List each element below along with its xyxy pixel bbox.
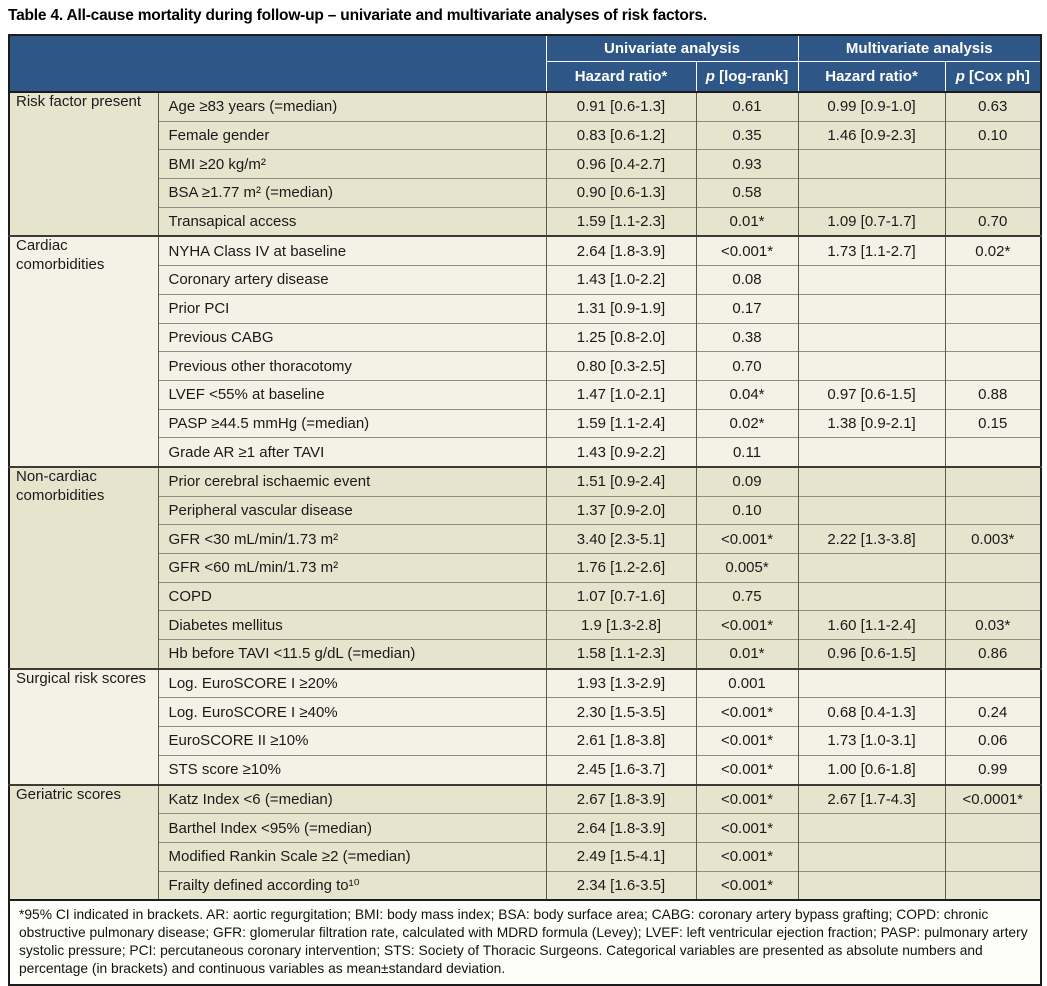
uni-p-cell: 0.04*: [696, 380, 798, 409]
multi-p-cell: 0.10: [945, 121, 1041, 150]
uni-hr-cell: 1.93 [1.3-2.9]: [546, 669, 696, 698]
uni-p-cell: 0.005*: [696, 554, 798, 583]
table-row: [9, 582, 1041, 611]
table-header: [9, 35, 1041, 92]
uni-hr-cell: 1.07 [0.7-1.6]: [546, 582, 696, 611]
table-row: [9, 438, 1041, 467]
header-label: [Cox ph]: [964, 68, 1030, 85]
table-row: [9, 323, 1041, 352]
header-label: Hazard ratio*: [825, 68, 918, 85]
uni-p-cell: <0.001*: [696, 814, 798, 843]
multi-p-cell: [945, 669, 1041, 698]
risk-factor-cell: Peripheral vascular disease: [158, 496, 546, 525]
multi-p-cell: [945, 323, 1041, 352]
risk-factor-cell: Transapical access: [158, 207, 546, 236]
multi-hr-cell: [798, 294, 945, 323]
uni-hr-cell: 1.9 [1.3-2.8]: [546, 611, 696, 640]
table-row: [9, 755, 1041, 784]
uni-hr-cell: 0.96 [0.4-2.7]: [546, 150, 696, 179]
table-row: [9, 294, 1041, 323]
multi-hr-cell: [798, 496, 945, 525]
table-row: [9, 266, 1041, 295]
uni-hr-cell: 1.47 [1.0-2.1]: [546, 380, 696, 409]
section-label: Cardiac comorbidities: [9, 236, 158, 467]
header-uni-p-logrank: [696, 62, 798, 93]
uni-p-cell: 0.93: [696, 150, 798, 179]
uni-p-cell: 0.58: [696, 179, 798, 208]
multi-p-cell: [945, 496, 1041, 525]
uni-hr-cell: 2.45 [1.6-3.7]: [546, 755, 696, 784]
table-row: [9, 842, 1041, 871]
multi-p-cell: 0.06: [945, 727, 1041, 756]
risk-factor-cell: Previous other thoracotomy: [158, 352, 546, 381]
uni-p-cell: 0.75: [696, 582, 798, 611]
header-multi-hazard-ratio: [798, 62, 945, 93]
multi-p-cell: 0.86: [945, 640, 1041, 669]
multi-hr-cell: [798, 323, 945, 352]
p-symbol: p: [955, 68, 965, 85]
multi-hr-cell: 2.67 [1.7-4.3]: [798, 785, 945, 814]
uni-hr-cell: 2.61 [1.8-3.8]: [546, 727, 696, 756]
multi-hr-cell: 2.22 [1.3-3.8]: [798, 525, 945, 554]
multi-p-cell: [945, 582, 1041, 611]
uni-hr-cell: 1.31 [0.9-1.9]: [546, 294, 696, 323]
table-row: [9, 92, 1041, 121]
table-row: [9, 207, 1041, 236]
multi-hr-cell: 1.09 [0.7-1.7]: [798, 207, 945, 236]
uni-hr-cell: 1.76 [1.2-2.6]: [546, 554, 696, 583]
table-row: [9, 871, 1041, 900]
multi-p-cell: [945, 554, 1041, 583]
section-surgical-risk-scores: [9, 669, 1041, 785]
uni-hr-cell: 2.49 [1.5-4.1]: [546, 842, 696, 871]
risk-factor-cell: COPD: [158, 582, 546, 611]
uni-hr-cell: 3.40 [2.3-5.1]: [546, 525, 696, 554]
table-row: [9, 640, 1041, 669]
multi-p-cell: [945, 871, 1041, 900]
table-row: [9, 727, 1041, 756]
table-row: [9, 179, 1041, 208]
table-row: [9, 496, 1041, 525]
risk-factor-cell: Age ≥83 years (=median): [158, 92, 546, 121]
multi-hr-cell: 1.46 [0.9-2.3]: [798, 121, 945, 150]
risk-factor-cell: Modified Rankin Scale ≥2 (=median): [158, 842, 546, 871]
table-row: [9, 352, 1041, 381]
risk-factor-cell: Log. EuroSCORE I ≥20%: [158, 669, 546, 698]
table-row: [9, 669, 1041, 698]
uni-hr-cell: 0.91 [0.6-1.3]: [546, 92, 696, 121]
multi-p-cell: 0.63: [945, 92, 1041, 121]
mortality-table: [8, 34, 1042, 986]
risk-factor-cell: Diabetes mellitus: [158, 611, 546, 640]
uni-p-cell: 0.01*: [696, 207, 798, 236]
section-label: Surgical risk scores: [9, 669, 158, 785]
uni-p-cell: <0.001*: [696, 525, 798, 554]
multi-hr-cell: [798, 842, 945, 871]
risk-factor-cell: Grade AR ≥1 after TAVI: [158, 438, 546, 467]
uni-p-cell: 0.38: [696, 323, 798, 352]
multi-p-cell: [945, 352, 1041, 381]
section-non-cardiac-comorbidities: [9, 467, 1041, 669]
multi-p-cell: 0.02*: [945, 236, 1041, 265]
multi-p-cell: [945, 294, 1041, 323]
uni-p-cell: <0.001*: [696, 871, 798, 900]
risk-factor-cell: GFR <30 mL/min/1.73 m²: [158, 525, 546, 554]
uni-hr-cell: 0.80 [0.3-2.5]: [546, 352, 696, 381]
risk-factor-cell: NYHA Class IV at baseline: [158, 236, 546, 265]
section-risk-factor-present: [9, 92, 1041, 236]
multi-p-cell: [945, 438, 1041, 467]
uni-p-cell: 0.09: [696, 467, 798, 496]
uni-hr-cell: 1.59 [1.1-2.4]: [546, 409, 696, 438]
multi-p-cell: [945, 814, 1041, 843]
table-row: [9, 814, 1041, 843]
uni-p-cell: 0.08: [696, 266, 798, 295]
uni-p-cell: <0.001*: [696, 727, 798, 756]
risk-factor-cell: GFR <60 mL/min/1.73 m²: [158, 554, 546, 583]
uni-hr-cell: 1.51 [0.9-2.4]: [546, 467, 696, 496]
header-multivariate: Multivariate analysis: [798, 35, 1041, 62]
risk-factor-cell: EuroSCORE II ≥10%: [158, 727, 546, 756]
multi-p-cell: 0.70: [945, 207, 1041, 236]
uni-hr-cell: 2.64 [1.8-3.9]: [546, 236, 696, 265]
p-symbol: p: [705, 68, 715, 85]
table-row: [9, 611, 1041, 640]
header-corner-cell: [9, 35, 546, 92]
multi-p-cell: 0.99: [945, 755, 1041, 784]
risk-factor-cell: PASP ≥44.5 mmHg (=median): [158, 409, 546, 438]
table-row: [9, 467, 1041, 496]
risk-factor-cell: Katz Index <6 (=median): [158, 785, 546, 814]
uni-p-cell: <0.001*: [696, 755, 798, 784]
multi-p-cell: 0.88: [945, 380, 1041, 409]
multi-hr-cell: 1.38 [0.9-2.1]: [798, 409, 945, 438]
multi-hr-cell: 1.60 [1.1-2.4]: [798, 611, 945, 640]
multi-hr-cell: 0.97 [0.6-1.5]: [798, 380, 945, 409]
risk-factor-cell: Coronary artery disease: [158, 266, 546, 295]
uni-p-cell: <0.001*: [696, 785, 798, 814]
multi-hr-cell: [798, 352, 945, 381]
multi-p-cell: 0.003*: [945, 525, 1041, 554]
multi-p-cell: 0.03*: [945, 611, 1041, 640]
risk-factor-cell: Log. EuroSCORE I ≥40%: [158, 698, 546, 727]
multi-p-cell: 0.24: [945, 698, 1041, 727]
risk-factor-cell: Prior cerebral ischaemic event: [158, 467, 546, 496]
uni-p-cell: 0.35: [696, 121, 798, 150]
header-multi-p-cox: [945, 62, 1041, 93]
header-label: Hazard ratio*: [574, 68, 668, 85]
table-row: [9, 409, 1041, 438]
risk-factor-cell: Frailty defined according to¹⁰: [158, 871, 546, 900]
header-row-groups: [9, 35, 1041, 62]
multi-hr-cell: 0.96 [0.6-1.5]: [798, 640, 945, 669]
uni-p-cell: 0.61: [696, 92, 798, 121]
uni-hr-cell: 2.34 [1.6-3.5]: [546, 871, 696, 900]
table-row: [9, 236, 1041, 265]
multi-hr-cell: [798, 669, 945, 698]
multi-hr-cell: [798, 814, 945, 843]
multi-p-cell: 0.15: [945, 409, 1041, 438]
uni-p-cell: 0.10: [696, 496, 798, 525]
risk-factor-cell: LVEF <55% at baseline: [158, 380, 546, 409]
uni-p-cell: 0.001: [696, 669, 798, 698]
table-row: [9, 554, 1041, 583]
table-title: Table 4. All-cause mortality during follow-up – univariate and multivariate analyses of risk factors.: [8, 7, 708, 24]
multi-hr-cell: [798, 871, 945, 900]
uni-hr-cell: 1.25 [0.8-2.0]: [546, 323, 696, 352]
table-row: [9, 380, 1041, 409]
risk-factor-cell: BMI ≥20 kg/m²: [158, 150, 546, 179]
uni-hr-cell: 2.67 [1.8-3.9]: [546, 785, 696, 814]
risk-factor-cell: Female gender: [158, 121, 546, 150]
footnote-text: *95% CI indicated in brackets. AR: aortic regurgitation; BMI: body mass index; BSA: body surface area; CABG: coronary artery bypass grafting; COPD: chronic obstructive pulmonary disease; GFR: glomerular filtration rate, calculated with MDRD formula (Levey); LVEF: left ventricular ejection fraction; PASP: pulmonary artery systolic pressure; PCI: percutaneous coronary intervention; STS: Society of Thoracic Surgeons. Categorical variables are presented as absolute numbers and percentage (in brackets) and continuous variables as mean±standard deviation.: [9, 900, 1041, 985]
header-uni-hazard-ratio: [546, 62, 696, 93]
uni-hr-cell: 2.30 [1.5-3.5]: [546, 698, 696, 727]
uni-p-cell: 0.02*: [696, 409, 798, 438]
header-univariate: Univariate analysis: [546, 35, 798, 62]
uni-p-cell: 0.70: [696, 352, 798, 381]
uni-hr-cell: 1.37 [0.9-2.0]: [546, 496, 696, 525]
multi-hr-cell: [798, 438, 945, 467]
multi-hr-cell: [798, 179, 945, 208]
uni-p-cell: <0.001*: [696, 611, 798, 640]
uni-p-cell: <0.001*: [696, 236, 798, 265]
section-geriatric-scores: [9, 785, 1041, 901]
uni-p-cell: <0.001*: [696, 698, 798, 727]
multi-p-cell: <0.0001*: [945, 785, 1041, 814]
multi-hr-cell: [798, 150, 945, 179]
section-label: Risk factor present: [9, 92, 158, 236]
multi-p-cell: [945, 266, 1041, 295]
risk-factor-cell: Hb before TAVI <11.5 g/dL (=median): [158, 640, 546, 669]
multi-hr-cell: 0.99 [0.9-1.0]: [798, 92, 945, 121]
risk-factor-cell: Barthel Index <95% (=median): [158, 814, 546, 843]
footnote-row: [9, 900, 1041, 985]
uni-hr-cell: 0.90 [0.6-1.3]: [546, 179, 696, 208]
table-row: [9, 785, 1041, 814]
section-label: Geriatric scores: [9, 785, 158, 901]
table-row: [9, 150, 1041, 179]
multi-hr-cell: 1.00 [0.6-1.8]: [798, 755, 945, 784]
risk-factor-cell: STS score ≥10%: [158, 755, 546, 784]
uni-hr-cell: 1.43 [1.0-2.2]: [546, 266, 696, 295]
uni-hr-cell: 1.43 [0.9-2.2]: [546, 438, 696, 467]
table-footer: [9, 900, 1041, 985]
uni-p-cell: 0.01*: [696, 640, 798, 669]
section-label: Non-cardiac comorbidities: [9, 467, 158, 669]
risk-factor-cell: Previous CABG: [158, 323, 546, 352]
table-row: [9, 121, 1041, 150]
table-row: [9, 698, 1041, 727]
header-label: [log-rank]: [714, 68, 789, 85]
multi-hr-cell: 0.68 [0.4-1.3]: [798, 698, 945, 727]
multi-p-cell: [945, 842, 1041, 871]
multi-hr-cell: [798, 582, 945, 611]
uni-hr-cell: 0.83 [0.6-1.2]: [546, 121, 696, 150]
multi-hr-cell: 1.73 [1.1-2.7]: [798, 236, 945, 265]
table-row: [9, 525, 1041, 554]
uni-p-cell: 0.11: [696, 438, 798, 467]
multi-p-cell: [945, 179, 1041, 208]
multi-hr-cell: [798, 467, 945, 496]
section-cardiac-comorbidities: [9, 236, 1041, 467]
multi-hr-cell: 1.73 [1.0-3.1]: [798, 727, 945, 756]
uni-p-cell: 0.17: [696, 294, 798, 323]
risk-factor-cell: Prior PCI: [158, 294, 546, 323]
multi-p-cell: [945, 467, 1041, 496]
uni-hr-cell: 2.64 [1.8-3.9]: [546, 814, 696, 843]
uni-hr-cell: 1.58 [1.1-2.3]: [546, 640, 696, 669]
uni-p-cell: <0.001*: [696, 842, 798, 871]
multi-hr-cell: [798, 554, 945, 583]
risk-factor-cell: BSA ≥1.77 m² (=median): [158, 179, 546, 208]
multi-p-cell: [945, 150, 1041, 179]
multi-hr-cell: [798, 266, 945, 295]
uni-hr-cell: 1.59 [1.1-2.3]: [546, 207, 696, 236]
